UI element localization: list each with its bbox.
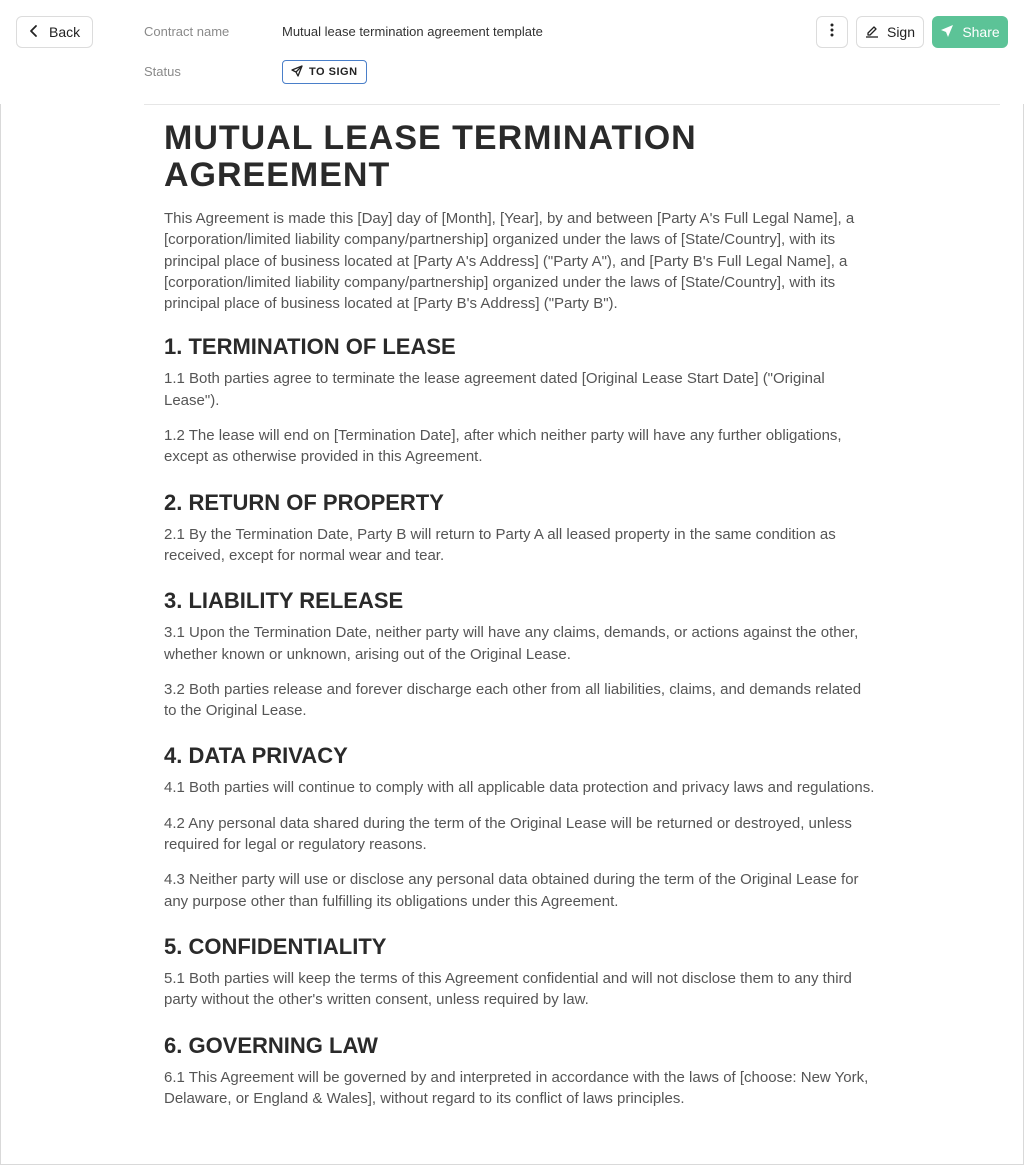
sign-label: Sign (886, 24, 916, 40)
section-paragraph: 6.1 This Agreement will be governed by and interpreted in accordance with the laws of [choose: New York, Delaware, or England & Wales], without regard to its conflict of laws principles. (164, 1068, 869, 1107)
section-paragraph: 4.3 Neither party will use or disclose any personal data obtained during the term of the Original Lease for any purpose other than fulfilling its obligations under this Agreement. (164, 871, 859, 910)
section-paragraph: 3.2 Both parties release and forever discharge each other from all liabilities, claims, and demands related to the Original Lease. (164, 680, 862, 720)
chevron-left-icon (27, 24, 41, 41)
contract-name-value[interactable]: Mutual lease termination agreement template (282, 24, 543, 39)
section-heading: 1. TERMINATION OF LEASE (164, 334, 456, 360)
more-options-button[interactable] (816, 16, 848, 48)
section-heading: 4. DATA PRIVACY (164, 743, 348, 769)
section-paragraph: 4.1 Both parties will continue to comply with all applicable data protection and privacy laws and regulations. (164, 779, 875, 797)
section-paragraph: 4.2 Any personal data shared during the term of the Original Lease will be returned or destroyed, unless required for legal or regulatory reasons. (164, 814, 852, 854)
status-value: TO SIGN (309, 66, 358, 78)
status-badge[interactable] (282, 60, 367, 84)
share-label: Share (962, 24, 1000, 40)
header-divider (144, 104, 1000, 105)
paper-plane-icon (291, 65, 303, 80)
section-heading: 6. GOVERNING LAW (164, 1032, 378, 1058)
document-intro: This Agreement is made this [Day] day of [Month], [Year], by and between [Party A's Full Legal Name], a [corporation/limited liability company/partnership] organized under the laws of [State/Country], with its principal place of business located at [Party A's Address] ("Party A"), and [Party B's Full Legal Name], a [corporation/limited liability company/partnership] organized under the laws of [State/Country], with its principal place of business located at [Party B's Address] ("Party B"). (164, 210, 855, 313)
section-paragraph: 3.1 Upon the Termination Date, neither party will have any claims, demands, or actions against the other, whether known or unknown, arising out of the Original Lease. (164, 624, 859, 663)
contract-name-label: Contract name (144, 24, 230, 39)
back-button[interactable] (16, 16, 93, 48)
section-heading: 3. LIABILITY RELEASE (164, 588, 404, 614)
document-title: MUTUAL LEASE TERMINATION AGREEMENT (164, 119, 697, 194)
sign-button[interactable] (856, 16, 924, 48)
document-body[interactable] (164, 120, 876, 1123)
contract-header (0, 0, 1024, 104)
section-paragraph: 1.2 The lease will end on [Termination Date], after which neither party will have any further obligations, except as otherwise provided in this Agreement. (164, 427, 842, 466)
section-paragraph: 5.1 Both parties will keep the terms of this Agreement confidential and will not disclose them to any third party without the other's written consent, unless required by law. (164, 969, 852, 1009)
section-paragraph: 2.1 By the Termination Date, Party B will return to Party A all leased property in the same condition as received, except for normal wear and tear. (164, 525, 836, 564)
share-button[interactable] (932, 16, 1008, 48)
section-heading: 5. CONFIDENTIALITY (164, 933, 387, 959)
share-plane-icon (940, 24, 954, 41)
vertical-dots-icon (830, 23, 834, 42)
section-paragraph: 1.1 Both parties agree to terminate the lease agreement dated [Original Lease Start Date] ("Original Lease"). (164, 370, 825, 409)
status-label: Status (144, 64, 181, 79)
back-label: Back (49, 24, 81, 40)
signature-pen-icon (865, 24, 879, 41)
section-heading: 2. RETURN OF PROPERTY (164, 489, 444, 515)
